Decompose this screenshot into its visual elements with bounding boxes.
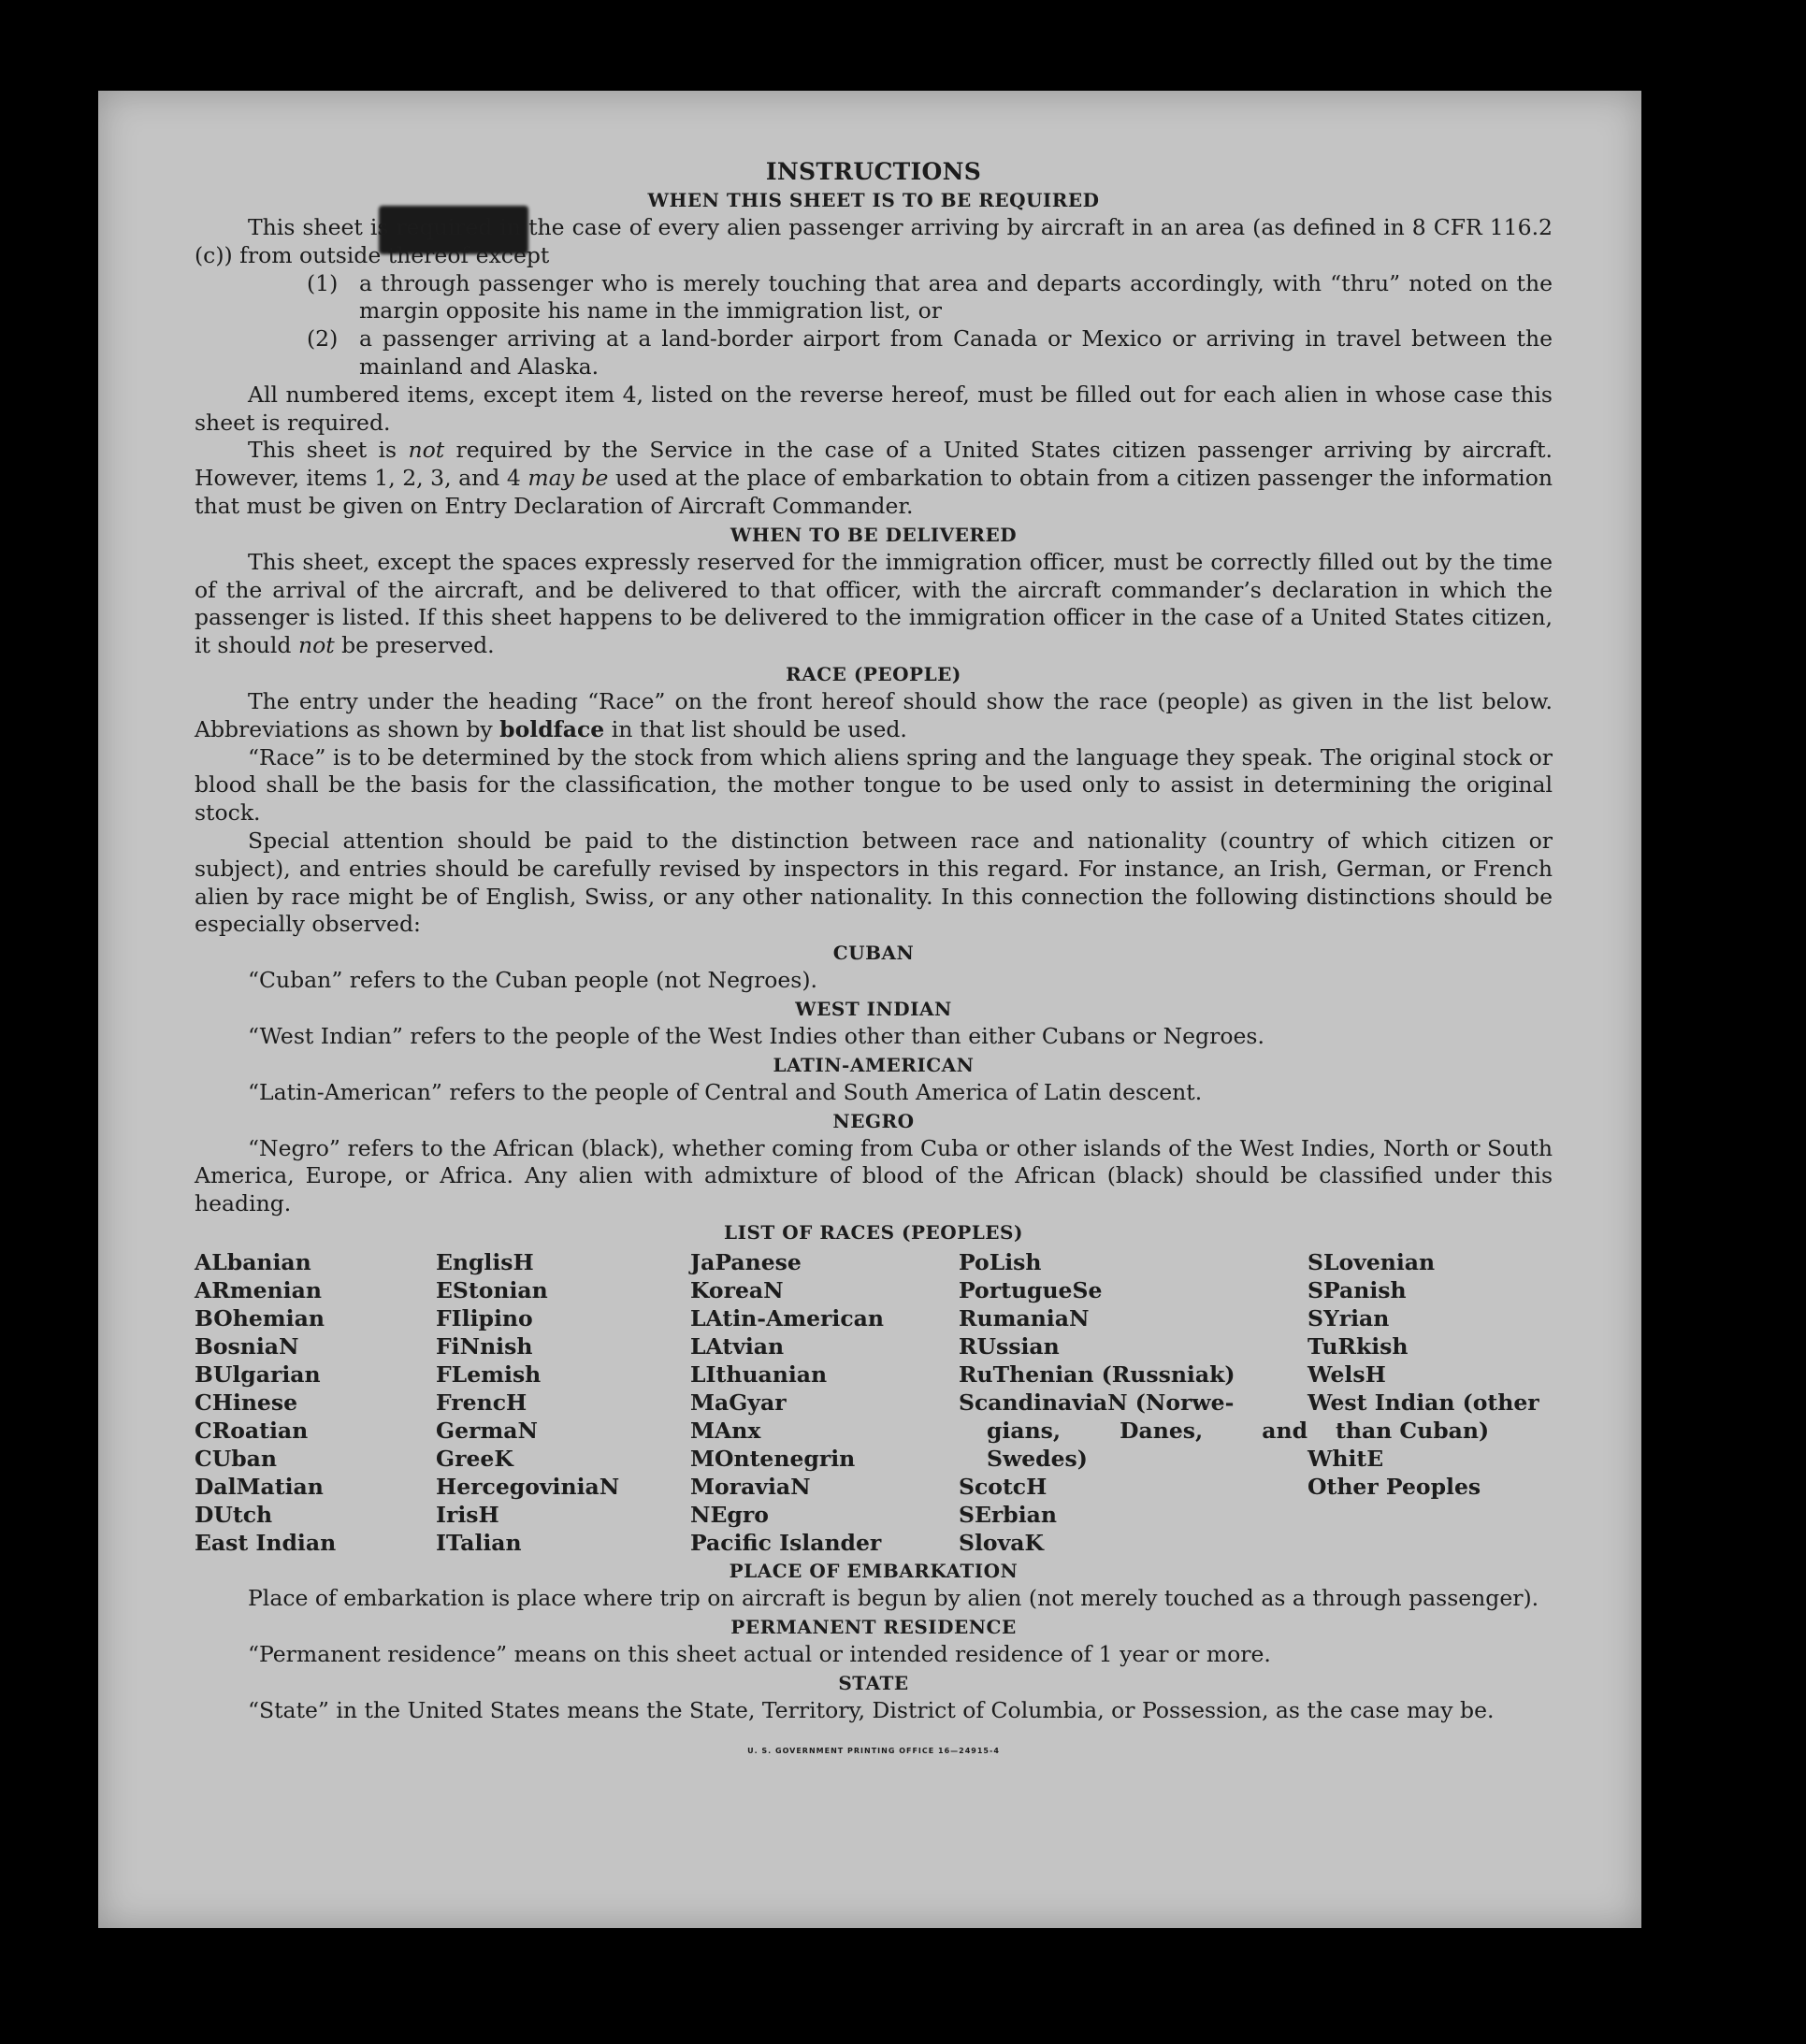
race-item: ITalian [436, 1529, 522, 1556]
race-item: LAtvian [690, 1332, 785, 1360]
bold-text: boldface [499, 715, 605, 742]
paragraph: “Cuban” refers to the Cuban people (not Negroes). [248, 967, 818, 994]
race-item: SErbian [959, 1501, 1057, 1528]
race-item: BOhemian [195, 1304, 325, 1331]
paragraph: Special attention should be paid to the distinction between race and nationality (country of which citizen or subject), and entries should be carefully revised by inspectors in this regard. For instance, an Irish, German, or French alien by race might be of English, Swiss, or any other nationality. In this connection the following distinctions should be especially observed: [195, 827, 1553, 938]
race-item: Pacific Islander [690, 1529, 882, 1556]
text-run: This sheet, except the spaces expressly reserved for the immigration officer, must be correctly filled out by the time of the arrival of the aircraft, and be delivered to that officer, with the aircraft commander’s declaration in which the passenger is listed. If this sheet happens to be delivered to the immigration officer in the case of a United States citizen, it should [195, 548, 1553, 659]
race-column [436, 1248, 690, 1557]
document-page [98, 91, 1641, 1928]
race-item: TuRkish [1308, 1332, 1409, 1360]
race-item: CHinese [195, 1389, 298, 1416]
race-item: DUtch [195, 1501, 273, 1528]
text-run: be preserved. [334, 632, 495, 659]
race-item: RuThenian (Russniak) [959, 1360, 1235, 1388]
race-item: FIlipino [436, 1304, 533, 1331]
paragraph [195, 688, 1553, 744]
text-run: in that list should be used. [604, 715, 907, 742]
race-item: LAtin-American [690, 1304, 884, 1331]
race-item: WelsH [1308, 1360, 1386, 1388]
race-column [195, 1248, 436, 1557]
race-item: EnglisH [436, 1248, 534, 1275]
emphasis: may be [527, 465, 609, 492]
race-item: SPanish [1308, 1276, 1407, 1303]
race-item: SLovenian [1308, 1248, 1436, 1275]
heading-latin-american: LATIN-AMERICAN [773, 1053, 975, 1076]
race-item-continued: Swedes) [987, 1445, 1088, 1472]
race-item: HercegoviniaN [436, 1473, 620, 1500]
paragraph: “Permanent residence” means on this sheet actual or intended residence of 1 year or more. [248, 1640, 1271, 1667]
heading-permanent-residence: PERMANENT RESIDENCE [730, 1615, 1017, 1638]
race-column [959, 1248, 1308, 1557]
list-item [307, 325, 1553, 381]
race-column [690, 1248, 959, 1557]
race-item: ScandinaviaN (Norwe- [959, 1389, 1235, 1416]
race-item: MoraviaN [690, 1473, 811, 1500]
item-number: (2) [307, 325, 339, 353]
race-item: CRoatian [195, 1417, 309, 1444]
list-item [307, 270, 1553, 326]
race-item: NEgro [690, 1501, 769, 1528]
paragraph: “State” in the United States means the State, Territory, District of Columbia, or Possession, as the case may be. [248, 1696, 1495, 1723]
paragraph: All numbered items, except item 4, listed on the reverse hereof, must be filled out for each alien in whose case this sheet is required. [195, 381, 1553, 436]
text-run: required by the Service in the case of a United States citizen passenger arriving by aircraft. However, items 1, 2, 3, and 4 [195, 437, 1553, 492]
instructions-body [195, 158, 1553, 1765]
race-item: BosniaN [195, 1332, 299, 1360]
race-item: EStonian [436, 1276, 548, 1303]
race-item: KoreaN [690, 1276, 784, 1303]
race-item: ALbanian [195, 1248, 311, 1275]
race-item: WhitE [1308, 1445, 1384, 1472]
race-item-continued: gians, Danes, and [987, 1417, 1308, 1444]
race-item-continued: than Cuban) [1336, 1417, 1490, 1444]
race-item: GermaN [436, 1417, 538, 1444]
heading-negro: NEGRO [832, 1109, 915, 1132]
race-item: RumaniaN [959, 1304, 1090, 1331]
race-item: FiNnish [436, 1332, 533, 1360]
race-item: ScotcH [959, 1473, 1047, 1500]
paragraph: “Negro” refers to the African (black), whether coming from Cuba or other islands of the West Indies, North or South America, Europe, or Africa. Any alien with admixture of blood of the African (black) should be classified under this heading. [195, 1134, 1553, 1217]
heading-list-of-races: LIST OF RACES (PEOPLES) [724, 1220, 1023, 1244]
emphasis: not [297, 632, 335, 659]
paragraph [195, 549, 1553, 660]
emphasis: not [408, 437, 445, 464]
item-text: a through passenger who is merely touching that area and departs accordingly, with “thru” noted on the margin opposite his name in the immigration list, or [359, 269, 1553, 324]
race-item: GreeK [436, 1445, 513, 1472]
race-item: FrencH [436, 1389, 527, 1416]
heading-when-required: WHEN THIS SHEET IS TO BE REQUIRED [647, 189, 1100, 211]
paragraph: Place of embarkation is place where trip on aircraft is begun by alien (not merely touched as a through passenger). [248, 1584, 1539, 1611]
race-list [195, 1248, 1553, 1557]
race-item: RUssian [959, 1332, 1060, 1360]
race-column [1308, 1248, 1553, 1557]
race-item: IrisH [436, 1501, 499, 1528]
race-item: FLemish [436, 1360, 542, 1388]
text-run: used at the place of embarkation to obtain from a citizen passenger the information that must be given on Entry Declaration of Aircraft Commander. [195, 465, 1553, 519]
race-item: MOntenegrin [690, 1445, 856, 1472]
race-item: MAnx [690, 1417, 761, 1444]
text-run: This sheet is [248, 437, 409, 464]
race-item: CUban [195, 1445, 277, 1472]
race-item: PoLish [959, 1248, 1042, 1275]
paragraph: “West Indian” refers to the people of the West Indies other than either Cubans or Negroes. [248, 1022, 1264, 1049]
paragraph [195, 437, 1553, 520]
race-item: MaGyar [690, 1389, 787, 1416]
race-item: SYrian [1308, 1304, 1390, 1331]
race-item: SlovaK [959, 1529, 1044, 1556]
race-item: ARmenian [195, 1276, 322, 1303]
paragraph: “Race” is to be determined by the stock from which aliens spring and the language they speak. The original stock or blood shall be the basis for the classification, the mother tongue to be used only to assist in determining the original stock. [195, 743, 1553, 827]
race-item: West Indian (other [1308, 1389, 1539, 1416]
race-item: JaPanese [690, 1248, 802, 1275]
race-item: Other Peoples [1308, 1473, 1481, 1500]
item-text: a passenger arriving at a land-border airport from Canada or Mexico or arriving in travel between the mainland and Alaska. [359, 325, 1553, 380]
heading-when-delivered: WHEN TO BE DELIVERED [730, 523, 1018, 546]
page-title: INSTRUCTIONS [765, 158, 982, 185]
race-item: BUlgarian [195, 1360, 321, 1388]
race-item: PortugueSe [959, 1276, 1103, 1303]
heading-cuban: CUBAN [832, 942, 915, 965]
heading-state: STATE [838, 1671, 909, 1694]
heading-race: RACE (PEOPLE) [786, 662, 961, 685]
text-run: The entry under the heading “Race” on the front hereof should show the race (people) as given in the list below. Abbreviations as shown by [195, 687, 1553, 742]
heading-place-of-embarkation: PLACE OF EMBARKATION [729, 1559, 1019, 1582]
item-number: (1) [307, 269, 339, 296]
printer-imprint: U. S. GOVERNMENT PRINTING OFFICE 16—24915-4 [747, 1747, 1000, 1756]
race-item: DalMatian [195, 1473, 324, 1500]
paragraph: This sheet is required in the case of every alien passenger arriving by aircraft in an area (as defined in 8 CFR 116.2 (c)) from outside thereof except [195, 214, 1553, 268]
race-item: LIthuanian [690, 1360, 828, 1388]
heading-west-indian: WEST INDIAN [795, 997, 952, 1020]
paragraph: “Latin-American” refers to the people of Central and South America of Latin descent. [248, 1078, 1203, 1105]
race-item: East Indian [195, 1529, 337, 1556]
